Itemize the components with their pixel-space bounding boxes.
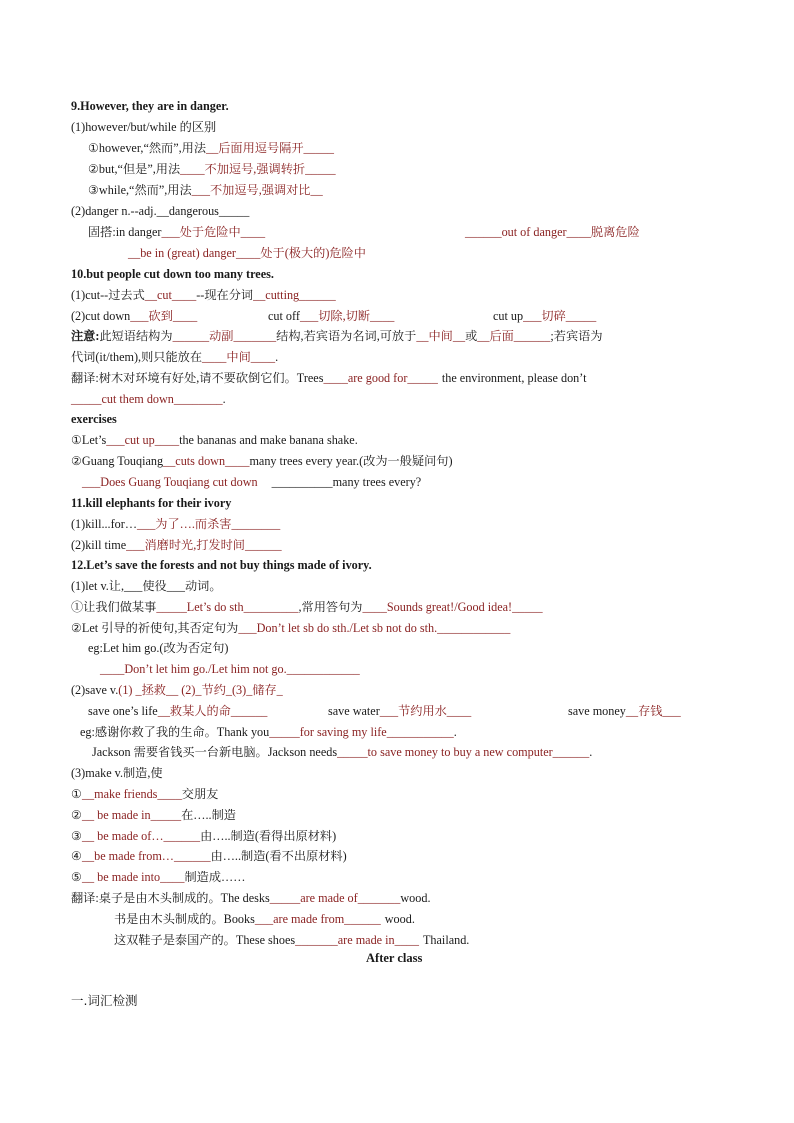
s12-line-16 (71, 890, 431, 906)
s12-line-14 (71, 848, 347, 864)
s12-line-8 (80, 724, 457, 740)
s9-l2-answer: __后面用逗号隔开_____ (206, 141, 335, 155)
s10-l1-answer-2: __cutting______ (253, 288, 336, 302)
s10-line-2-mid (268, 308, 394, 324)
s10-l3-prompt-3: 或 (465, 329, 478, 343)
s12-l2-prompt: ①让我们做某事 (71, 600, 157, 614)
s12-l8-answer: _____for saving my life___________ (269, 725, 454, 739)
s12-l2-answer-1: _____Let’s do sth_________ (156, 600, 299, 614)
ex-l1-prompt: ①Let’s (71, 433, 107, 447)
ex-line-2 (71, 453, 453, 469)
s10-note-label: 注意: (71, 329, 100, 343)
s11-l1-prompt: (1)kill...for… (71, 517, 138, 531)
section-11-title: 11.kill elephants for their ivory (71, 496, 232, 510)
section-9-title: 9.However, they are in danger. (71, 99, 229, 113)
s10-l2-mid-prompt: cut off (268, 309, 300, 323)
s9-l4-prompt: ③while,“然而”,用法 (88, 183, 192, 197)
s12-l7-right-prompt: save money (568, 704, 626, 718)
s9-l7-answer: __be in (great) danger____处于(极大的)危险中 (128, 246, 366, 260)
s10-line-4 (71, 349, 278, 365)
s12-line-1 (71, 578, 222, 594)
s9-line-2 (88, 140, 334, 156)
s12-l13-answer: __ be made of…______ (81, 829, 201, 843)
s12-l12-answer: __ be made in_____ (81, 808, 182, 822)
s12-l7-mid-answer: ___节约用水____ (379, 704, 472, 718)
s12-l9-prompt: Jackson 需要省钱买一台新电脑。Jackson needs (92, 745, 338, 759)
s12-l17-prompt: 书是由木头制成的。Books (114, 912, 255, 926)
s10-l1-answer-1: __cut____ (144, 288, 197, 302)
s10-l3-answer-3: __后面______ (477, 329, 551, 343)
s12-line-9 (92, 744, 592, 760)
s12-l17-answer: ___are made from______ (254, 912, 381, 926)
s12-l11-num: ① (71, 787, 82, 801)
s12-l16-rest: wood. (400, 891, 431, 905)
s12-line-7-mid (328, 703, 471, 719)
ex-line-1 (71, 432, 358, 448)
vocab-section-heading: 一.词汇检测 (71, 993, 138, 1008)
s11-l2-answer: ___消磨时光,打发时间______ (126, 538, 282, 552)
s12-l6-prompt: (2)save v. (71, 683, 119, 697)
ex-l3-answer: ___Does Guang Touqiang cut down (82, 475, 258, 489)
ex-l2-answer: __cuts down____ (163, 454, 250, 468)
section-12-title: 12.Let’s save the forests and not buy things made of ivory. (71, 558, 372, 572)
s12-l2-prompt-2: ,常用答句为 (298, 600, 363, 614)
s12-l3-prompt: ②Let 引导的祈使句,其否定句为 (71, 621, 239, 635)
s12-l15-rest: 制造成…… (184, 870, 246, 884)
s9-line-6 (88, 224, 265, 240)
s12-l18-rest: Thailand. (422, 933, 470, 947)
ex-l2-rest: many trees every year.(改为一般疑问句) (249, 454, 453, 468)
s9-l4-answer: ___不加逗号,强调对比__ (191, 183, 323, 197)
s12-line-17 (114, 911, 415, 927)
s12-line-18 (114, 932, 469, 948)
s10-l2-prompt: (2)cut down (71, 309, 131, 323)
s12-l1-answer: ___使役___ (124, 579, 185, 593)
ex-line-3 (82, 474, 421, 490)
s12-line-7-right (568, 703, 681, 719)
s9-l6-right-answer: ______out of danger____脱离危险 (465, 225, 640, 239)
s10-l3-prompt-4: ;若宾语为 (550, 329, 603, 343)
s12-l16-prompt: 翻译:桌子是由木头制成的。The desks (71, 891, 270, 905)
ex-l3-rest: many trees every? (332, 475, 422, 489)
s9-l6-prompt: 固搭:in danger (88, 225, 162, 239)
s12-l9-answer: _____to save money to buy a new computer______ (337, 745, 590, 759)
s12-l7-right-answer: __存钱___ (625, 704, 681, 718)
s12-l18-prompt: 这双鞋子是泰国产的。These shoes (114, 933, 296, 947)
s10-l3-answer-1: ______动副_______ (172, 329, 277, 343)
s12-line-15 (71, 869, 245, 885)
s10-line-6 (71, 391, 226, 407)
after-class-heading: After class (366, 951, 423, 965)
section-10-title: 10.but people cut down too many trees. (71, 267, 274, 281)
s10-line-2-right (493, 308, 596, 324)
s10-l3-prompt-2: 结构,若宾语为名词,可放于 (276, 329, 417, 343)
s12-l8-prompt: eg:感谢你救了我的生命。Thank you (80, 725, 270, 739)
s10-l2-right-prompt: cut up (493, 309, 524, 323)
s9-l3-answer: ____不加逗号,强调转折_____ (180, 162, 336, 176)
s11-line-1 (71, 516, 280, 532)
s12-l11-answer: __make friends____ (81, 787, 182, 801)
s12-l14-answer: __be made from…______ (81, 849, 211, 863)
s12-l7-mid-prompt: save water (328, 704, 380, 718)
s10-l4-period: . (275, 350, 279, 364)
s10-line-2 (71, 308, 197, 324)
s12-l7-prompt: save one’s life (88, 704, 158, 718)
s12-l14-num: ④ (71, 849, 82, 863)
s12-l15-num: ⑤ (71, 870, 82, 884)
s10-l5-prompt: 翻译:树木对环境有好处,请不要砍倒它们。Trees (71, 371, 324, 385)
s10-l2-answer: ___砍到____ (130, 309, 198, 323)
s12-l11-rest: 交朋友 (181, 787, 219, 801)
s10-l1-prompt-2: --现在分词 (196, 288, 254, 302)
s11-l1-answer: ___为了….而杀害________ (137, 517, 281, 531)
s9-l5-answer: __dangerous_____ (156, 204, 250, 218)
s12-l9-period: . (589, 745, 593, 759)
s12-line-4: eg:Let him go.(改为否定句) (88, 641, 229, 655)
ex-l1-answer: ___cut up____ (106, 433, 180, 447)
ex-l1-rest: the bananas and make banana shake. (179, 433, 358, 447)
s9-line-3 (88, 161, 336, 177)
s10-line-3 (71, 328, 603, 344)
s12-line-10: (3)make v.制造,使 (71, 766, 163, 780)
s12-l15-answer: __ be made into____ (81, 870, 185, 884)
s10-l5-answer: ____are good for_____ (323, 371, 438, 385)
s12-l12-rest: 在…..制造 (181, 808, 236, 822)
s9-line-4 (88, 182, 323, 198)
s12-line-12 (71, 807, 236, 823)
s12-l17-rest: wood. (384, 912, 415, 926)
s9-l6-answer: ___处于危险中____ (161, 225, 266, 239)
s12-line-6 (71, 682, 283, 698)
s12-l6-answer: (1) _拯救__ (2)_节约_(3)_储存_ (118, 683, 283, 697)
s12-l12-num: ② (71, 808, 82, 822)
s10-l2-right-answer: ___切碎_____ (523, 309, 597, 323)
s12-line-13 (71, 828, 336, 844)
ex-l3-blank: __________ (271, 475, 333, 489)
s12-l13-rest: 由…..制造(看得出原材料) (200, 829, 337, 843)
s10-line-5 (71, 370, 587, 386)
s10-l1-prompt: (1)cut--过去式 (71, 288, 145, 302)
s10-l4-answer: ____中间____ (202, 350, 276, 364)
s12-l1-rest: 动词。 (184, 579, 222, 593)
s12-l8-period: . (453, 725, 457, 739)
s12-l14-rest: 由…..制造(看不出原材料) (210, 849, 347, 863)
s12-line-2 (71, 599, 543, 615)
s12-line-5 (100, 661, 360, 677)
s12-line-7 (88, 703, 267, 719)
s12-l5-answer: ____Don’t let him go./Let him not go.____________ (100, 662, 360, 676)
s10-l5-rest: the environment, please don’t (441, 371, 587, 385)
s10-l3-prompt: 此短语结构为 (99, 329, 173, 343)
exercises-title: exercises (71, 412, 117, 426)
s12-l16-answer: _____are made of_______ (269, 891, 401, 905)
ex-l2-prompt: ②Guang Touqiang (71, 454, 164, 468)
s9-line-6-right (465, 224, 640, 240)
s11-l2-prompt: (2)kill time (71, 538, 127, 552)
s12-line-3 (71, 620, 510, 636)
s12-l3-answer: ___Don’t let sb do sth./Let sb not do sth.____________ (238, 621, 511, 635)
s9-l2-prompt: ①however,“然而”,用法 (88, 141, 207, 155)
s12-l13-num: ③ (71, 829, 82, 843)
s10-l6-answer: _____cut them down________ (71, 392, 223, 406)
s10-l4-prompt: 代词(it/them),则只能放在 (71, 350, 203, 364)
s9-l5-prompt: (2)danger n.--adj. (71, 204, 157, 218)
s9-line-1: (1)however/but/while 的区别 (71, 120, 217, 134)
s10-l2-mid-answer: ___切除,切断____ (299, 309, 395, 323)
s12-l18-answer: _______are made in____ (295, 933, 419, 947)
s11-line-2 (71, 537, 282, 553)
s12-line-11 (71, 786, 218, 802)
s10-l6-period: . (222, 392, 226, 406)
s12-l7-answer: __救某人的命______ (157, 704, 268, 718)
s9-l3-prompt: ②but,“但是”,用法 (88, 162, 181, 176)
s10-line-1 (71, 287, 336, 303)
s9-line-7 (128, 245, 366, 261)
s12-l2-answer-2: ____Sounds great!/Good idea!_____ (362, 600, 543, 614)
s10-l3-answer-2: __中间__ (416, 329, 466, 343)
s9-line-5 (71, 203, 249, 219)
s12-l1-prompt: (1)let v.让, (71, 579, 125, 593)
